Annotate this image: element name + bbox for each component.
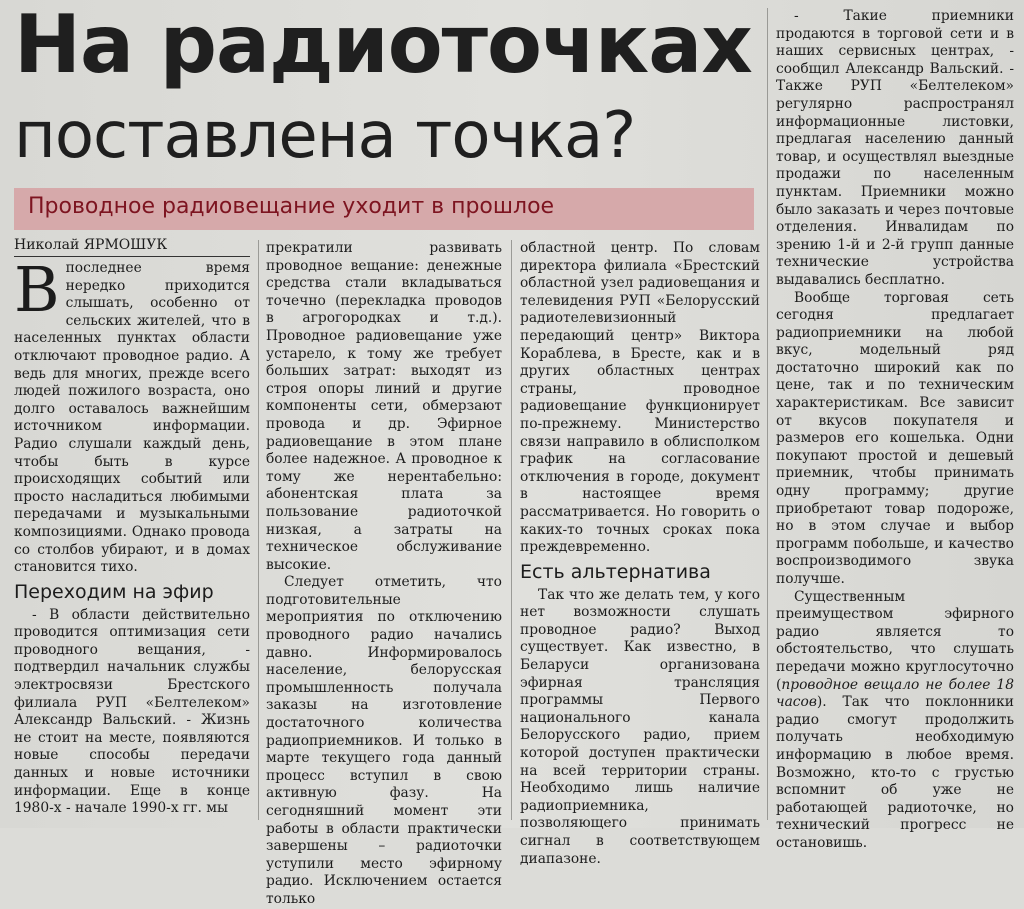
paragraph-text: Существенным преимуществом эфирного радио является то обстоятельство, что слушать передачи можно круглосуточно ( xyxy=(776,588,1014,693)
headline-line-1: На радиоточках xyxy=(14,0,752,91)
paragraph: областной центр. По словам директора филиала «Брестский областной узел радиовещания и телевидения РУП «Белорусский радиотелевизионный передающий центр» Виктора Кораблева, в Бресте, как и в других областных центрах страны, проводное радиовещание функционирует по-прежнему. Министерство связи направило в облисполком график на согласование отключения в городе, документ в настоящее время рассматривается. Но говорить о каких-то точных сроках пока преждевременно. xyxy=(520,240,760,556)
article-column-1 xyxy=(14,253,250,818)
paragraph: Вообще торговая сеть сегодня предлагает радиоприемники на любой вкус, модельный ряд достаточно широкий как по цене, так и по техническим характеристикам. Все зависит от вкусов покупателя и размеров его кошелька. Одни покупают простой и дешевый приемник, чтобы принимать одну программу; другие приобретают товар подороже, но в этом случае и выбор программ побольше, и качество воспроизводимого звука получше. xyxy=(776,289,1014,587)
intro-paragraph xyxy=(14,253,250,577)
paragraph: прекратили развивать проводное вещание: денежные средства стали вкладываться точечно (перекладка проводов в агрогородках и т.д.). Проводное радиовещание уже устарело, к тому же требует больших затрат: выходят из строя опоры линий и другие компоненты сети, обмерзают провода и др. Эфирное радиовещание в этом плане более надежное. А проводное к тому же нерентабельно: абонентская плата за пользование радиоточкой низкая, а затраты на техническое обслуживание высокие. xyxy=(266,240,502,573)
italic-aside: проводное вещало не более 18 часов xyxy=(776,676,1014,711)
paragraph: Следует отметить, что подготовительные мероприятия по отключению проводного радио начались давно. Информировалось население, белорусская промышленность получала заказы на изготовление достаточного количества радиоприемников. И только в марте текущего года данный процесс вступил в свою активную фазу. На сегодняшний момент эти работы в области практически завершены – радиоточки уступили место эфирному радио. Исключением остается только xyxy=(266,574,502,907)
column-divider xyxy=(511,240,512,820)
paragraph: Так что же делать тем, у кого нет возможности слушать проводное радио? Выход существует. Как известно, в Беларуси организована эфирная трансляция программы Первого национального канала Белорусского радио, прием которой доступен практически на всей территории страны. Необходимо лишь наличие радиоприемника, позволяющего принимать сигнал в соответствующем диапазоне. xyxy=(520,586,760,867)
byline: Николай ЯРМОШУК xyxy=(14,236,250,257)
deck-banner xyxy=(14,188,754,230)
paragraph: - Такие приемники продаются в торговой сети и в наших сервисных центрах, - сообщил Александр Вальский. - Также РУП «Белтелеком» регулярно распространял информационные листовки, предлагая населению данный товар, и осуществлял выездные продажи по населенным пунктам. Приемники можно было заказать и через почтовые отделения. Инвалидам по зрению 1-й и 2-й групп данные технические устройства выдавались бесплатно. xyxy=(776,8,1014,288)
paragraph: - В области действительно проводится оптимизация сети проводного вещания, - подтвердил начальник службы электросвязи Брестского филиала РУП «Белтелеком» Александр Вальский. - Жизнь не стоит на месте, появляются новые способы передачи данных и новые источники информации. Еще в конце 1980-х - начале 1990-х гг. мы xyxy=(14,606,250,817)
deck-text: Проводное радиовещание уходит в прошлое xyxy=(28,194,555,219)
paragraph-text: ). Так что поклонники радио смогут продолжить получать необходимую информацию в любое время. Возможно, кто-то с грустью вспомнит об уже не работающей радиоточке, но технический прогресс не остановишь. xyxy=(776,694,1014,851)
article-column-4 xyxy=(776,8,1014,853)
subhead-alternative: Есть альтернатива xyxy=(520,560,711,583)
intro-text: последнее время нередко приходится слышать, особенно от сельских жителей, что в населенных пунктах области отключают проводное радио. А ведь для многих, прежде всего людей пожилого возраста, оно долго оставалось важнейшим источником информации. Радио слушали каждый день, чтобы быть в курсе происходящих событий или просто насладиться любимыми передачами и музыкальными композициями. Однако провода со столбов убирают, и в домах становится тихо. xyxy=(14,260,250,576)
article-column-2 xyxy=(266,240,502,909)
headline-line-2: поставлена точка? xyxy=(14,99,636,173)
drop-cap: В xyxy=(14,253,60,326)
subhead-on-air: Переходим на эфир xyxy=(14,580,214,603)
paragraph xyxy=(776,589,1014,853)
article-column-3 xyxy=(520,240,760,868)
column-divider xyxy=(258,240,259,820)
column-divider xyxy=(767,8,768,820)
